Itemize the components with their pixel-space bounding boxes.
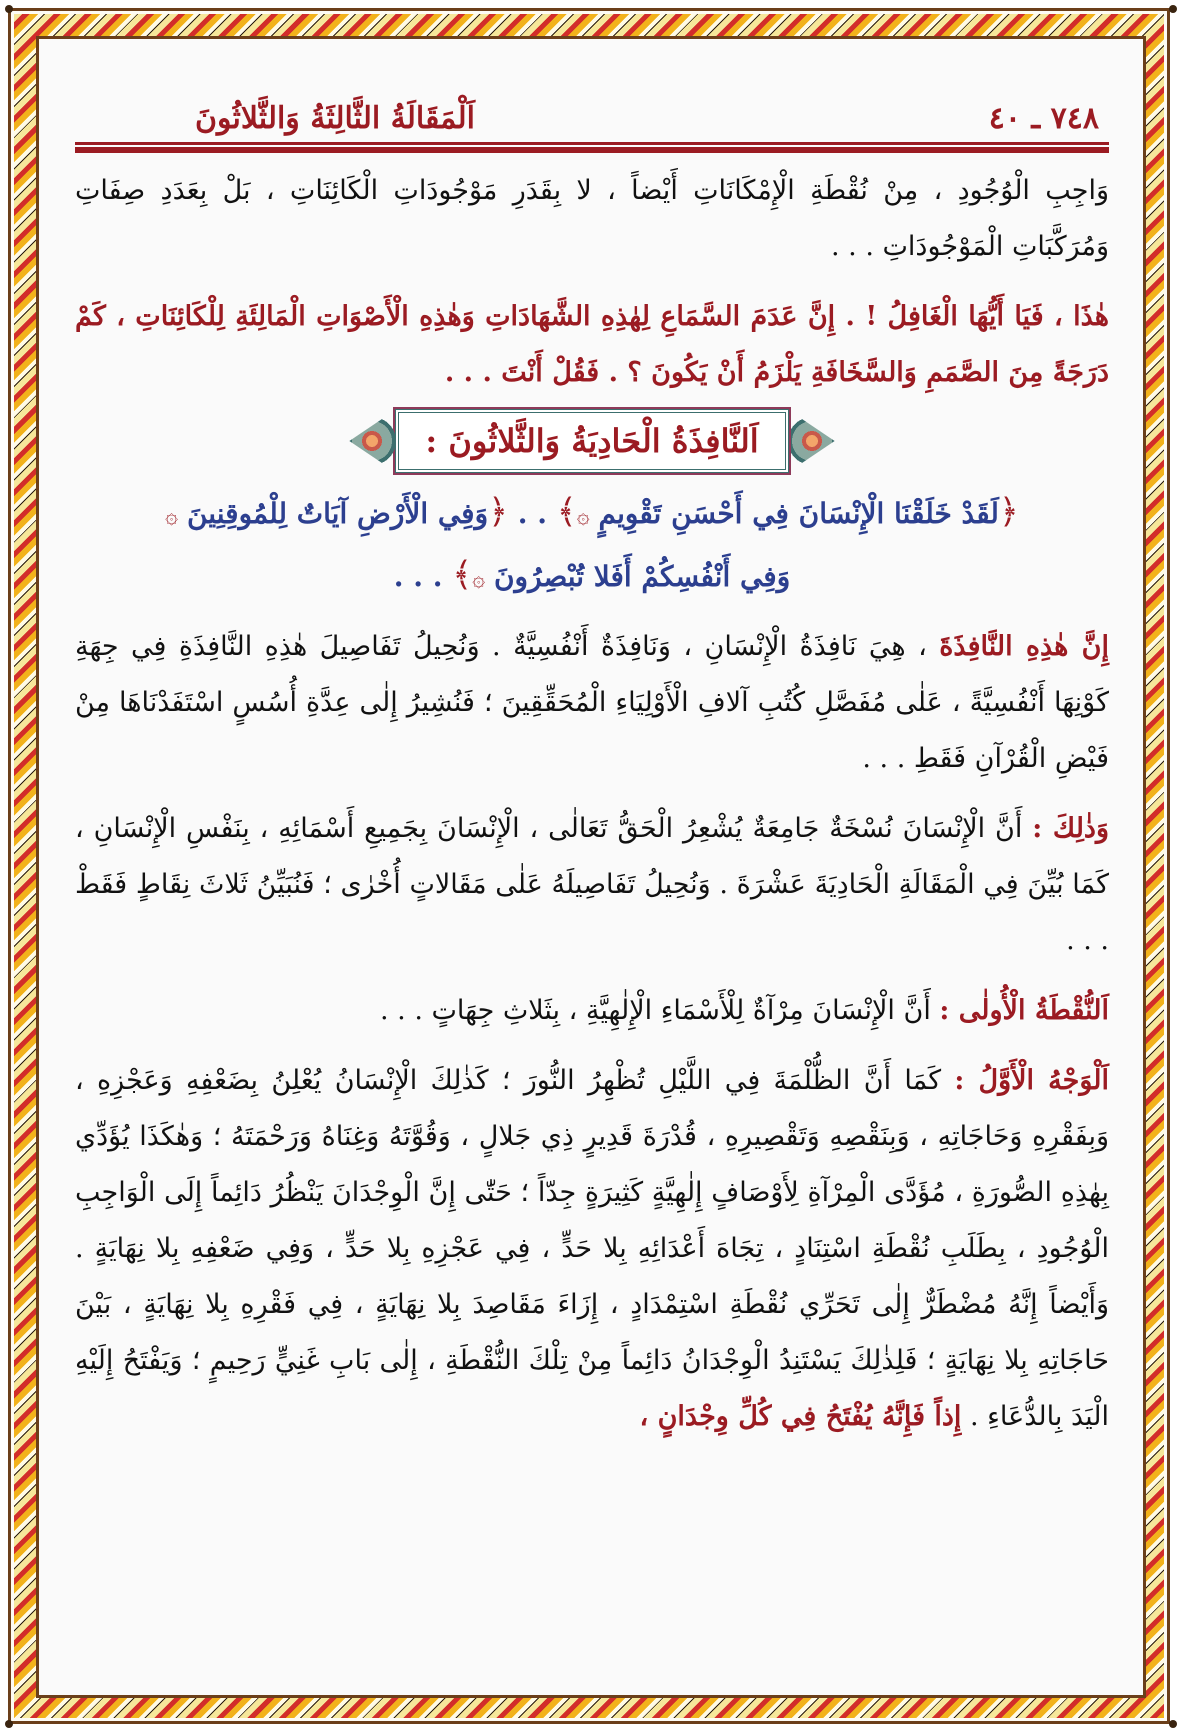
page-content: [75, 80, 1109, 1445]
quran-bracket-open-icon: ﴿: [998, 492, 1019, 532]
verse-1: لَقَدْ خَلَقْنَا الْإِنْسَانَ فِي أَحْسَنِ تَقْوِيمٍ: [598, 497, 999, 530]
header-rule-thick: [75, 147, 1109, 153]
arabesque-ornament-icon: [789, 410, 835, 472]
verse-line-1: [75, 483, 1109, 546]
paragraph-3-lead: إِنَّ هٰذِهِ النَّافِذَةَ: [939, 631, 1109, 662]
section-title: اَلنَّافِذَةُ الْحَادِيَةُ وَالثَّلاثُونَ :: [425, 422, 759, 460]
header-rule-thin: [75, 142, 1109, 145]
paragraph-6-tail: إِذاً فَإِنَّهُ يُفْتَحُ فِي كُلِّ وِجْدَانٍ ،: [639, 1401, 962, 1432]
corner-ornament-icon: [5, 5, 13, 13]
quran-bracket-close-icon: ﴾: [556, 492, 577, 532]
quran-bracket-open-icon: ﴿: [488, 492, 509, 532]
quran-verses: [75, 483, 1109, 609]
verse-trailing-dots: . . .: [393, 560, 453, 593]
paragraph-4-lead: وَذٰلِكَ :: [1032, 813, 1109, 844]
paragraph-3: [75, 619, 1109, 787]
verse-3: وَفِي أَنْفُسِكُمْ أَفَلا تُبْصِرُونَ: [493, 560, 791, 593]
rosette-icon: ۞: [165, 504, 179, 529]
verse-2: وَفِي الْأَرْضِ آيَاتٌ لِلْمُوقِنِينَ: [186, 497, 489, 530]
arabesque-ornament-icon: [349, 410, 395, 472]
paragraph-6-text: كَمَا أَنَّ الظُّلْمَةَ فِي اللَّيْلِ تُظْهِرُ النُّورَ ؛ كَذٰلِكَ الْإِنْسَانُ يُعْلِنُ بِضَعْفِهِ وَعَجْزِهِ ، وَبِفَقْرِهِ وَحَاجَاتِهِ ، وَبِنَقْصِهِ وَتَقْصِيرِهِ ، قُدْرَةَ قَدِيرٍ ذِي جَلالٍ ، وَقُوَّتَهُ وَغِنَاهُ وَرَحْمَتَهُ ؛ وَهٰكَذَا يُؤَدِّي بِهٰذِهِ الصُّورَةِ ، مُؤَدَّى الْمِرْآةِ لِأَوْصَافٍ إِلٰهِيَّةٍ كَثِيرَةٍ جِدّاً ؛ حَتّٰى إِنَّ الْوِجْدَانَ يَنْظُرُ دَائِماً إِلَى الْوَاجِبِ الْوُجُودِ ، بِطَلَبِ نُقْطَةِ اسْتِنَادٍ ، تِجَاهَ أَعْدَائِهِ بِلا حَدٍّ ، فِي عَجْزِهِ بِلا حَدٍّ ، وَفِي ضَعْفِهِ بِلا نِهَايَةٍ . وَأَيْضاً إِنَّهُ مُضْطَرٌّ إِلٰى تَحَرِّي نُقْطَةِ اسْتِمْدَادٍ ، إِزَاءَ مَقَاصِدَ بِلا نِهَايَةٍ ، فِي فَقْرِهِ بِلا نِهَايَةٍ ، بَيْنَ حَاجَاتِهِ بِلا نِهَايَةٍ ؛ فَلِذٰلِكَ يَسْتَنِدُ الْوِجْدَانُ دَائِماً مِنْ تِلْكَ النُّقْطَةِ ، إِلٰى بَابِ غَنِيٍّ رَحِيمٍ ؛ وَيَفْتَحُ إِلَيْهِ الْيَدَ بِالدُّعَاءِ .: [75, 1065, 1109, 1432]
rosette-icon: ۞: [576, 504, 590, 529]
running-title: اَلْمَقَالَةُ الثَّالِثَةُ وَالثَّلاثُونَ: [195, 101, 475, 136]
section-title-box: [395, 409, 788, 473]
corner-ornament-icon: [1169, 5, 1177, 13]
quran-bracket-close-icon: ﴾: [452, 555, 473, 595]
paragraph-6-lead: اَلْوَجْهُ الْأَوَّلُ :: [954, 1065, 1109, 1096]
paragraph-5: [75, 983, 1109, 1039]
paragraph-4: [75, 801, 1109, 969]
rosette-icon: ۞: [472, 567, 486, 592]
paragraph-3-text: ، هِيَ نَافِذَةُ الْإِنْسَانِ ، وَنَافِذَةٌ أَنْفُسِيَّةٌ . وَنُحِيلُ تَفَاصِيلَ هٰذِهِ النَّافِذَةِ فِي جِهَةِ كَوْنِهَا أَنْفُسِيَّةً ، عَلٰى مُفَصَّلِ كُتُبِ آلافِ الْأَوْلِيَاءِ الْمُحَقِّقِينَ ؛ فَنُشِيرُ إِلٰى عِدَّةِ أُسُسٍ اسْتَفَدْنَاهَا مِنْ فَيْضِ الْقُرْآنِ فَقَطِ . . .: [75, 631, 1109, 774]
section-banner: [75, 409, 1109, 473]
paragraph-2-highlighted: هٰذَا ، فَيَا أَيُّهَا الْغَافِلُ ! . إِنَّ عَدَمَ السَّمَاعِ لِهٰذِهِ الشَّهَادَاتِ وَهٰذِهِ الْأَصْوَاتِ الْمَالِئَةِ لِلْكَائِنَاتِ ، كَمْ دَرَجَةً مِنَ الصَّمَمِ وَالسَّخَافَةِ يَلْزَمُ أَنْ يَكُونَ ؟ . فَقُلْ أَنْتَ . . .: [75, 301, 1109, 388]
verse-line-2: [75, 546, 1109, 609]
corner-ornament-icon: [5, 1720, 13, 1728]
verse-separator: . .: [508, 497, 557, 530]
paragraph-1: وَاجِبِ الْوُجُودِ ، مِنْ نُقْطَةِ الْإِمْكَانَاتِ أَيْضاً ، لا بِقَدَرِ مَوْجُودَاتِ الْكَائِنَاتِ ، بَلْ بِعَدَدِ صِفَاتِ وَمُرَكَّبَاتِ الْمَوْجُودَاتِ . . .: [75, 175, 1109, 262]
page-number: ٧٤٨ ـ ٤٠: [988, 101, 1099, 136]
corner-ornament-icon: [1169, 1720, 1177, 1728]
page-header: [75, 80, 1109, 136]
paragraph-4-text: أَنَّ الْإِنْسَانَ نُسْخَةٌ جَامِعَةٌ يُشْعِرُ الْحَقُّ تَعَالٰى ، الْإِنْسَانَ بِجَمِيعِ أَسْمَائِهِ ، بِنَفْسِ الْإِنْسَانِ ، كَمَا بُيِّنَ فِي الْمَقَالَةِ الْحَادِيَةَ عَشْرَةَ . وَنُحِيلُ تَفَاصِيلَهُ عَلٰى مَقَالاتٍ أُخْرٰى ؛ فَنُبَيِّنُ ثَلاثَ نِقَاطٍ فَقَطْ . . .: [75, 813, 1109, 956]
paragraph-6: [75, 1053, 1109, 1445]
paragraph-5-text: أَنَّ الْإِنْسَانَ مِرْآةٌ لِلْأَسْمَاءِ الْإِلٰهِيَّةِ ، بِثَلاثِ جِهَاتٍ . . .: [379, 995, 940, 1026]
paragraph-5-lead: اَلنُّقْطَةُ الْأُولٰى :: [939, 995, 1109, 1026]
